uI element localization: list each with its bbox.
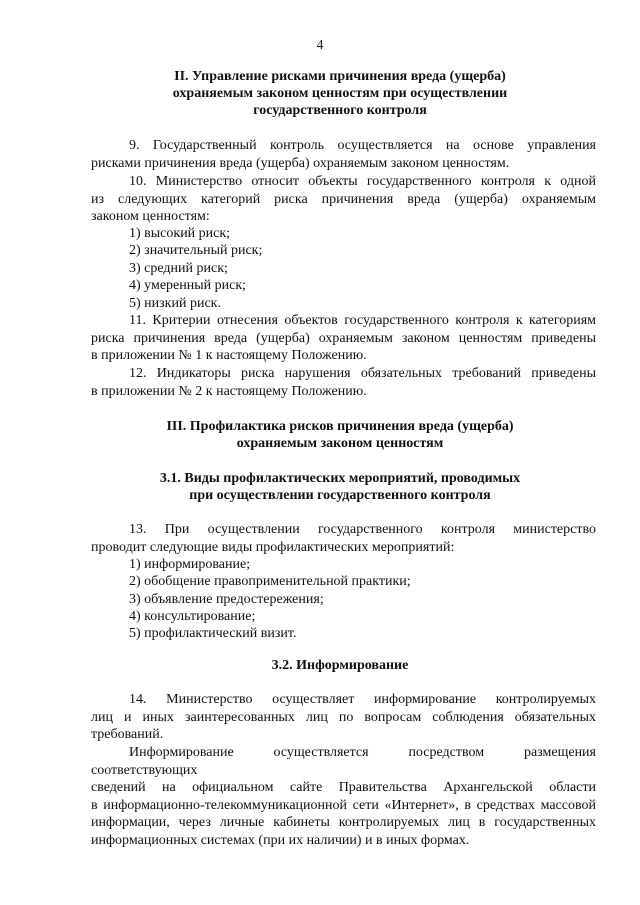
paragraph-line: информации, через личные кабинеты контролируемых лиц в государственных <box>91 815 596 831</box>
risk-category-item: 3) средний риск; <box>129 261 228 276</box>
paragraph-14-continuation <box>91 744 596 850</box>
paragraph-12 <box>91 365 596 400</box>
paragraph-9 <box>91 137 596 172</box>
paragraph-line: 13. При осуществлении государственного контроля министерство <box>129 522 596 537</box>
paragraph-line: сведений на официальном сайте Правительства Архангельской области <box>91 780 596 796</box>
heading-line: государственного контроля <box>253 103 427 118</box>
section-2-heading <box>60 68 620 119</box>
risk-category-item: 1) высокий риск; <box>129 226 231 241</box>
risk-category-item: 4) умеренный риск; <box>129 278 247 293</box>
paragraph-line: в приложении № 2 к настоящему Положению. <box>91 383 367 399</box>
risk-category-item: 2) значительный риск; <box>129 243 263 258</box>
heading-line: III. Профилактика рисков причинения вреда (ущерба) <box>166 419 514 434</box>
paragraph-10 <box>91 173 596 226</box>
paragraph-line: требований. <box>91 727 164 743</box>
prevention-measure-item: 4) консультирование; <box>129 609 256 624</box>
prevention-measure-item: 2) обобщение правоприменительной практики; <box>129 574 411 589</box>
subsection-3-2-heading: 3.2. Информирование <box>271 658 409 673</box>
paragraph-line: в информационно-телекоммуникационной сети «Интернет», в средствах массовой <box>91 797 596 813</box>
heading-line: II. Управление рисками причинения вреда (ущерба) <box>174 69 506 84</box>
paragraph-line: из следующих категорий риска причинения вреда (ущерба) охраняемым <box>91 191 596 207</box>
prevention-measure-item: 3) объявление предостережения; <box>129 592 324 607</box>
prevention-measure-item: 1) информирование; <box>129 557 251 572</box>
subsection-3-1-heading <box>60 470 620 504</box>
heading-line: охраняемым законом ценностям при осуществлении <box>172 86 508 101</box>
paragraph-line: проводит следующие виды профилактических мероприятий: <box>91 539 455 555</box>
paragraph-line: 10. Министерство относит объекты государственного контроля к одной <box>129 174 596 189</box>
heading-line: при осуществлении государственного контроля <box>189 488 491 503</box>
heading-line: охраняемым законом ценностям <box>236 436 444 451</box>
paragraph-14 <box>91 691 596 744</box>
paragraph-line: информационных системах (при их наличии) и в иных формах. <box>91 832 470 848</box>
paragraph-line: Информирование осуществляется посредством размещения соответствующих <box>91 745 596 778</box>
page-number: 4 <box>316 37 324 52</box>
heading-line: 3.1. Виды профилактических мероприятий, проводимых <box>159 471 521 486</box>
prevention-measure-item: 5) профилактический визит. <box>129 626 297 641</box>
paragraph-11 <box>91 312 596 365</box>
risk-category-item: 5) низкий риск. <box>129 296 221 311</box>
paragraph-line: в приложении № 1 к настоящему Положению. <box>91 348 367 364</box>
paragraph-line: 11. Критерии отнесения объектов государственного контроля к категориям <box>129 313 596 328</box>
paragraph-line: рисками причинения вреда (ущерба) охраняемым законом ценностям. <box>91 155 510 171</box>
paragraph-13 <box>91 521 596 556</box>
paragraph-line: риска причинения вреда (ущерба) охраняемым законом ценностям приведены <box>91 330 596 346</box>
paragraph-line: 12. Индикаторы риска нарушения обязательных требований приведены <box>129 366 596 381</box>
paragraph-line: законом ценностям: <box>91 209 210 225</box>
section-3-heading <box>60 418 620 452</box>
paragraph-line: лиц и иных заинтересованных лиц по вопросам соблюдения обязательных <box>91 709 596 725</box>
paragraph-line: 9. Государственный контроль осуществляется на основе управления <box>129 138 596 153</box>
paragraph-line: 14. Министерство осуществляет информирование контролируемых <box>129 692 596 707</box>
